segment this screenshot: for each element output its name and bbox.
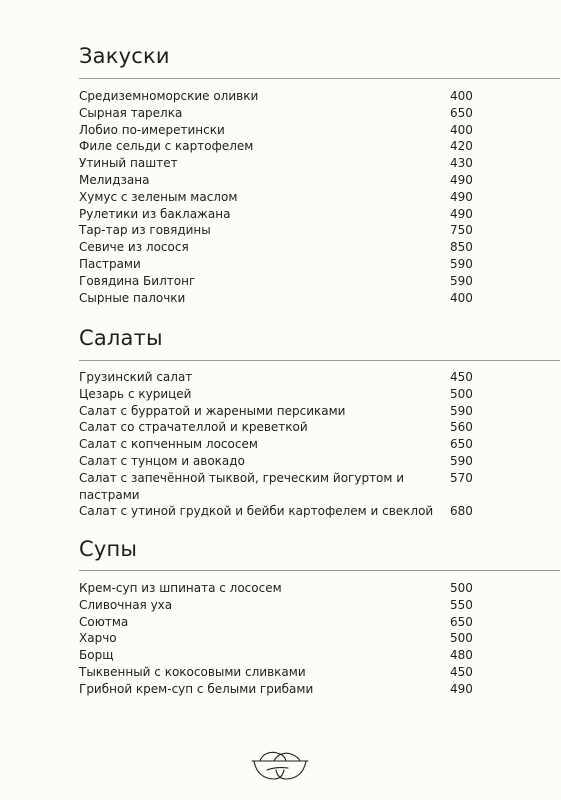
menu-item xyxy=(79,580,479,597)
item-name: Крем-суп из шпината с лососем xyxy=(79,581,282,595)
item-name: Грузинский салат xyxy=(79,370,193,384)
item-price: 490 xyxy=(450,189,473,204)
item-price: 590 xyxy=(450,453,473,468)
menu-item xyxy=(79,88,479,105)
menu-item xyxy=(79,273,479,290)
item-price: 480 xyxy=(450,648,473,663)
section-title: Закуски xyxy=(79,44,170,68)
item-price: 500 xyxy=(450,581,473,595)
item-name: Сырная тарелка xyxy=(79,105,183,120)
item-name: Хумус с зеленым маслом xyxy=(79,189,238,204)
item-name: Мелидзана xyxy=(79,172,150,187)
bowl-logo-icon xyxy=(250,748,310,782)
menu-item xyxy=(79,189,479,206)
menu-item xyxy=(79,470,479,504)
item-price: 420 xyxy=(450,139,473,154)
menu-item xyxy=(79,239,479,256)
menu-item xyxy=(79,222,479,239)
item-price: 560 xyxy=(450,420,473,435)
item-name: Лобио по-имеретински xyxy=(79,122,225,137)
item-name: Соютма xyxy=(79,614,129,629)
item-price: 430 xyxy=(450,156,473,171)
item-name: Говядина Билтонг xyxy=(79,273,196,288)
item-price: 590 xyxy=(450,403,473,418)
menu-item xyxy=(79,403,479,420)
item-name: Салат с запечённой тыквой, греческим йогуртом и пастрами xyxy=(79,470,405,502)
menu-item xyxy=(79,453,479,470)
item-price: 550 xyxy=(450,597,473,612)
item-price: 650 xyxy=(450,105,473,120)
item-price: 450 xyxy=(450,370,473,384)
item-name: Салат с утиной грудкой и бейби картофелем и свеклой xyxy=(79,504,434,519)
section-title: Супы xyxy=(79,537,138,561)
item-name: Салат с тунцом и авокадо xyxy=(79,453,245,468)
item-price: 590 xyxy=(450,273,473,288)
item-name: Харчо xyxy=(79,631,117,646)
item-price: 650 xyxy=(450,614,473,629)
item-name: Средиземноморские оливки xyxy=(79,89,259,103)
item-name: Грибной крем-суп с белыми грибами xyxy=(79,681,314,696)
section-divider xyxy=(79,360,560,361)
item-name: Борщ xyxy=(79,648,114,663)
item-name: Пастрами xyxy=(79,256,141,271)
item-name: Салат с бурратой и жареными персиками xyxy=(79,403,346,418)
item-price: 490 xyxy=(450,206,473,221)
item-price: 400 xyxy=(450,89,473,103)
item-price: 490 xyxy=(450,681,473,696)
menu-item xyxy=(79,436,479,453)
section-title: Салаты xyxy=(79,326,163,350)
menu-list xyxy=(79,580,479,698)
menu-item xyxy=(79,155,479,172)
menu-item xyxy=(79,419,479,436)
item-price: 500 xyxy=(450,631,473,646)
item-name: Цезарь с курицей xyxy=(79,386,192,401)
item-name: Рулетики из баклажана xyxy=(79,206,231,221)
menu-item xyxy=(79,369,479,386)
menu-item xyxy=(79,122,479,139)
item-name: Сырные палочки xyxy=(79,290,186,305)
item-name: Филе сельди с картофелем xyxy=(79,139,254,154)
section-divider xyxy=(79,78,560,79)
item-name: Сливочная уха xyxy=(79,597,173,612)
item-price: 450 xyxy=(450,664,473,679)
menu-list xyxy=(79,88,479,306)
item-name: Тыквенный с кокосовыми сливками xyxy=(79,664,306,679)
menu-list xyxy=(79,369,479,520)
item-name: Севиче из лосося xyxy=(79,240,189,255)
item-price: 680 xyxy=(450,504,473,519)
menu-item xyxy=(79,647,479,664)
item-price: 650 xyxy=(450,437,473,452)
item-name: Салат со страчателлой и креветкой xyxy=(79,420,308,435)
menu-item xyxy=(79,597,479,614)
item-price: 590 xyxy=(450,256,473,271)
menu-item xyxy=(79,206,479,223)
menu-item xyxy=(79,138,479,155)
menu-item xyxy=(79,503,479,520)
item-price: 570 xyxy=(450,470,473,485)
item-name: Салат с копченным лососем xyxy=(79,437,258,452)
menu-item xyxy=(79,614,479,631)
item-price: 490 xyxy=(450,172,473,187)
item-name: Утиный паштет xyxy=(79,156,178,171)
item-price: 750 xyxy=(450,223,473,238)
menu-item xyxy=(79,386,479,403)
menu-item xyxy=(79,290,479,307)
item-name: Тар-тар из говядины xyxy=(79,223,211,238)
section-supy xyxy=(79,537,560,696)
menu-item xyxy=(79,105,479,122)
menu-item xyxy=(79,664,479,681)
menu-item xyxy=(79,630,479,647)
section-salaty xyxy=(79,326,560,519)
item-price: 850 xyxy=(450,240,473,255)
item-price: 400 xyxy=(450,122,473,137)
section-zakuski xyxy=(79,44,560,305)
menu-item xyxy=(79,172,479,189)
section-divider xyxy=(79,570,560,571)
item-price: 400 xyxy=(450,290,473,305)
menu-item xyxy=(79,256,479,273)
menu-item xyxy=(79,681,479,698)
item-price: 500 xyxy=(450,386,473,401)
